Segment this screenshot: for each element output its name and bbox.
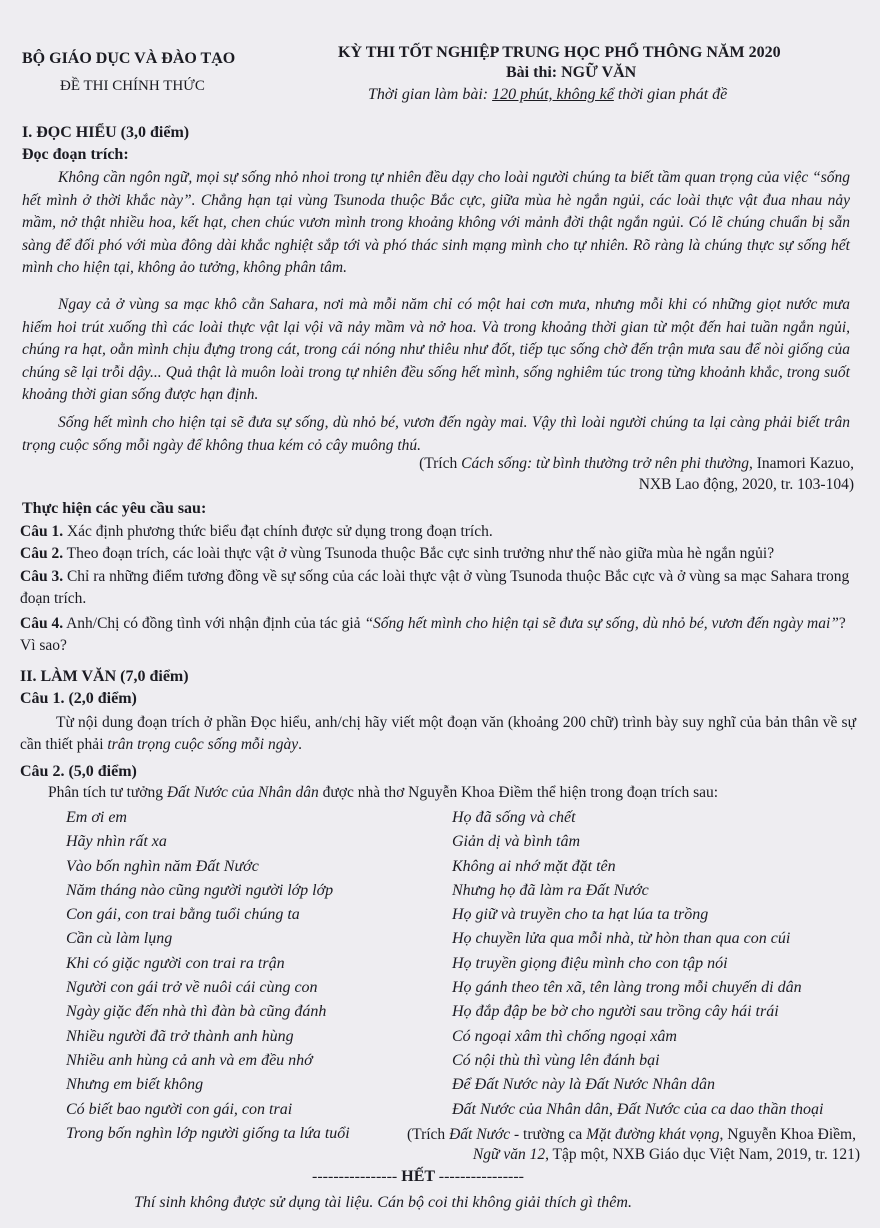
end-dashes-right: ---------------- — [438, 1168, 524, 1185]
poem-right-line: Nhưng họ đã làm ra Đất Nước — [452, 881, 649, 899]
question-2-label: Câu 2. — [20, 545, 64, 562]
question-4-label: Câu 4. — [20, 615, 64, 632]
poem-left-line: Nhiều anh hùng cả anh và em đều nhớ — [66, 1051, 313, 1069]
poem-citation — [407, 1126, 856, 1144]
passage-citation — [419, 455, 854, 473]
citation-publisher: NXB Lao động, 2020, tr. 103-104) — [638, 476, 854, 493]
poem-cite-poem: Đất Nước — [449, 1126, 511, 1143]
essay-1-text-a: Từ nội dung đoạn trích ở phần Đọc hiểu, anh/chị hãy viết một đoạn văn (khoảng 200 chữ) trình bày suy nghĩ của bản thân về sự cần thiết phải — [20, 714, 856, 754]
poem-left-line: Nhiều người đã trở thành anh hùng — [66, 1027, 294, 1045]
essay-2-label: Câu 2. (5,0 điểm) — [20, 763, 137, 780]
poem-right-line: Để Đất Nước này là Đất Nước Nhân dân — [452, 1076, 715, 1094]
question-4-text-b: ? Vì sao? — [20, 615, 846, 655]
passage-paragraph-3: Sống hết mình cho hiện tại sẽ đưa sự sống, dù nhỏ bé, vươn đến ngày mai. Vậy thì loài người chúng ta lại càng phải biết trân trọng cuộc sống mỗi ngày để không thua kém cỏ cây muông thú. — [22, 414, 850, 454]
poem-right-line: Họ truyền giọng điệu mình cho con tập nói — [452, 954, 728, 972]
poem-left-line: Hãy nhìn rất xa — [66, 833, 167, 851]
poem-right-line: Có nội thù thì vùng lên đánh bại — [452, 1051, 660, 1069]
footer-note: Thí sinh không được sử dụng tài liệu. Cán bộ coi thi không giải thích gì thêm. — [134, 1194, 632, 1211]
exam-title: KỲ THI TỐT NGHIỆP TRUNG HỌC PHỔ THÔNG NĂM 2020 — [338, 44, 781, 61]
poem-right-line: Họ chuyền lửa qua mỗi nhà, từ hòn than qua con cúi — [452, 930, 791, 948]
citation-prefix: (Trích — [419, 455, 462, 472]
part2-heading: II. LÀM VĂN (7,0 điểm) — [20, 668, 189, 685]
end-dashes-left: ---------------- — [312, 1168, 398, 1185]
poem-left-line: Em ơi em — [66, 809, 127, 826]
poem-right-line: Đất Nước của Nhân dân, Đất Nước của ca dao thần thoại — [452, 1100, 824, 1118]
poem-left-line: Con gái, con trai bằng tuổi chúng ta — [66, 906, 300, 924]
essay-1-italic: trân trọng cuộc sống mỗi ngày — [107, 736, 299, 754]
essay-1-text-b: . — [298, 736, 302, 754]
poem-left-line: Có biết bao người con gái, con trai — [66, 1100, 293, 1118]
exam-time — [368, 86, 727, 104]
poem-left-column — [66, 806, 350, 1146]
exam-time-value: 120 phút, không kể — [492, 86, 614, 103]
read-label: Đọc đoạn trích: — [22, 146, 129, 163]
poem-left-line: Người con gái trở về nuôi cái cùng con — [66, 979, 318, 997]
question-4-quote: “Sống hết mình cho hiện tại sẽ đưa sự sống, dù nhỏ bé, vươn đến ngày mai” — [364, 615, 839, 632]
passage-paragraph-1: Không cần ngôn ngữ, mọi sự sống nhỏ nhoi trong tự nhiên đều dạy cho loài người chúng ta biết tầm quan trọng của việc “sống hết mình ở thời khắc này”. Chẳng hạn tại vùng Tsunoda thuộc Bắc cực, giữa mùa hè ngắn ngủi, các loài thực vật đua nhau nảy mầm, nở thật nhiều hoa, kết hạt, chen chúc vươn mình trong khoảng không với mảnh đời thật ngắn ngủi. Có lẽ chúng chuẩn bị sẵn sàng để đối phó với mùa đông dài khắc nghiệt sắp tới và phó thác sinh mạng mình cho tự nhiên. Rõ ràng là chúng thực sự sống hết mình cho hiện tại, không ảo tưởng, không phân tâm. — [22, 169, 850, 277]
poem-cite-c: , Nguyễn Khoa Điềm, — [719, 1126, 856, 1143]
exam-time-suffix: thời gian phát đề — [613, 86, 728, 103]
poem-left-line: Ngày giặc đến nhà thì đàn bà cũng đánh — [66, 1003, 327, 1021]
essay-2-italic: Đất Nước của Nhân dân — [166, 784, 319, 801]
essay-2-text-b: được nhà thơ Nguyễn Khoa Điềm thể hiện trong đoạn trích sau: — [318, 784, 719, 801]
essay-1-prompt — [20, 712, 856, 757]
question-1-label: Câu 1. — [20, 523, 64, 540]
question-3 — [20, 566, 860, 611]
poem-left-line: Trong bốn nghìn lớp người giống ta lứa tuổi — [66, 1124, 350, 1142]
end-marker — [312, 1168, 524, 1186]
poem-left-line: Năm tháng nào cũng người người lớp lớp — [66, 881, 334, 899]
exam-time-prefix: Thời gian làm bài: — [368, 86, 493, 103]
passage-paragraph-2: Ngay cả ở vùng sa mạc khô cằn Sahara, nơi mà mỗi năm chỉ có một hai cơn mưa, nhưng mỗi khi có những giọt nước mưa hiếm hoi trút xuống thì các loài thực vật lại vội vã nảy mầm và nở hoa. Và trong khoảng thời gian từ một đến hai tuần ngắn ngủi, chúng ra hạt, oằn mình chịu đựng trong cát, trong cái nóng như thiêu như đốt, tiếp tục sống chờ đến trận mưa sau để nòi giống của chúng sẽ lại trỗi dậy... Quả thật là muôn loài trong tự nhiên đều sống hết mình, sống nghiêm túc trong từng khoảnh khắc, trong suốt khoảng thời gian sống được hạn định. — [22, 296, 850, 404]
essay-2-prompt — [48, 784, 718, 802]
poem-right-line: Họ đắp đập be bờ cho người sau trồng cây hái trái — [452, 1003, 779, 1021]
question-2-text: Theo đoạn trích, các loài thực vật ở vùng Tsunoda thuộc Bắc cực sinh trưởng như thế nào giữa mùa hè ngắn ngủi? — [63, 545, 775, 562]
poem-right-line: Có ngoại xâm thì chống ngoại xâm — [452, 1027, 677, 1045]
poem-right-column — [452, 806, 823, 1122]
poem-citation-line2 — [473, 1146, 860, 1164]
question-3-text: Chỉ ra những điểm tương đồng về sự sống của các loài thực vật ở vùng Tsunoda thuộc Bắc cực và ở vùng sa mạc Sahara trong đoạn trích. — [20, 568, 850, 608]
citation-title: Cách sống: từ bình thường trở nên phi thường — [461, 455, 749, 472]
question-1 — [20, 521, 860, 543]
poem-cite-textbook: Ngữ văn 12 — [472, 1146, 546, 1163]
exam-subject: Bài thi: NGỮ VĂN — [506, 64, 637, 81]
poem-right-line: Họ giữ và truyền cho ta hạt lúa ta trồng — [452, 906, 709, 924]
poem-cite-rest: , Tập một, NXB Giáo dục Việt Nam, 2019, tr. 121) — [545, 1146, 860, 1163]
end-label: HẾT — [401, 1168, 435, 1185]
poem-cite-a: (Trích — [407, 1126, 450, 1143]
poem-right-line: Giản dị và bình tâm — [452, 833, 580, 851]
poem-left-line: Khi có giặc người con trai ra trận — [66, 954, 285, 972]
essay-1-label: Câu 1. (2,0 điểm) — [20, 690, 137, 707]
part1-heading: I. ĐỌC HIỂU (3,0 điểm) — [22, 124, 190, 141]
poem-left-line: Vào bốn nghìn năm Đất Nước — [66, 857, 259, 875]
question-2 — [20, 543, 860, 565]
poem-cite-epic: Mặt đường khát vọng — [586, 1126, 720, 1143]
poem-right-line: Họ đã sống và chết — [452, 809, 576, 826]
question-4 — [20, 613, 860, 658]
official-exam-label: ĐỀ THI CHÍNH THỨC — [60, 78, 205, 94]
poem-left-line: Cần cù làm lụng — [66, 930, 173, 948]
tasks-label: Thực hiện các yêu cầu sau: — [22, 500, 207, 517]
poem-right-line: Không ai nhớ mặt đặt tên — [452, 857, 616, 875]
ministry-name: BỘ GIÁO DỤC VÀ ĐÀO TẠO — [22, 50, 236, 67]
question-1-text: Xác định phương thức biểu đạt chính được sử dụng trong đoạn trích. — [63, 523, 493, 540]
citation-author: , Inamori Kazuo, — [748, 455, 854, 472]
question-3-label: Câu 3. — [20, 568, 64, 585]
poem-left-line: Nhưng em biết không — [66, 1076, 204, 1094]
essay-2-text-a: Phân tích tư tưởng — [48, 784, 167, 801]
poem-right-line: Họ gánh theo tên xã, tên làng trong mỗi chuyến di dân — [452, 979, 802, 997]
question-4-text-a: Anh/Chị có đồng tình với nhận định của tác giả — [63, 615, 365, 632]
poem-cite-b: - trường ca — [510, 1126, 587, 1143]
